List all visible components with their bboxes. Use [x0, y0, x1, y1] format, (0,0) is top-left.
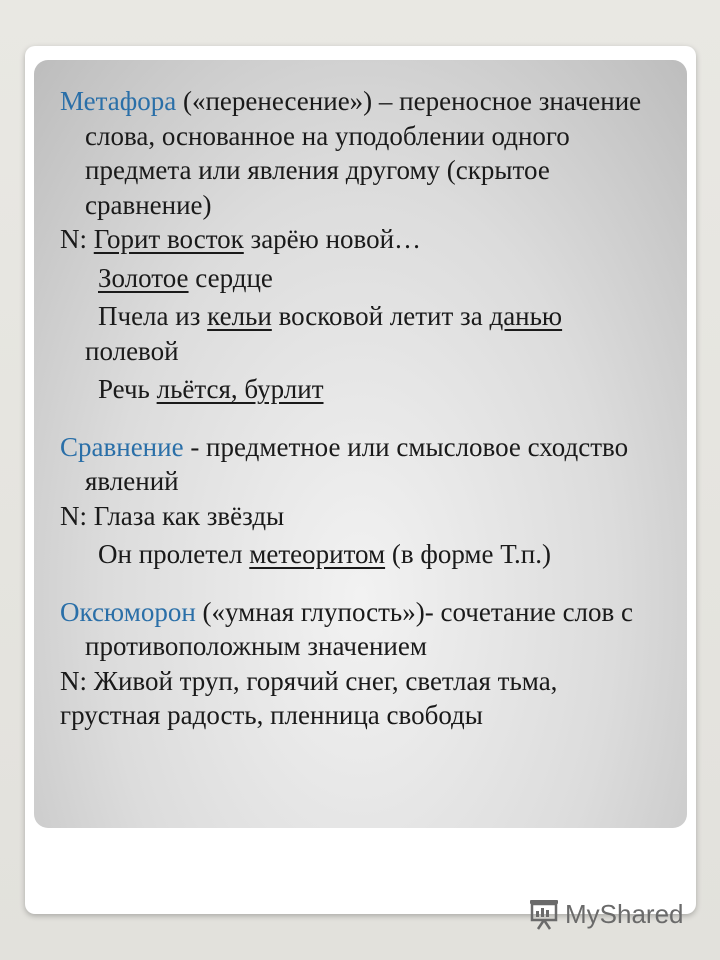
comparison-example-1: N: Глаза как звёзды — [60, 500, 285, 531]
comparison-definition: Сравнение - предметное или смысловое сходство явлений — [60, 431, 629, 496]
comparison-term: Сравнение — [60, 431, 184, 462]
oxymoron-term: Оксюморон — [60, 596, 196, 627]
myshared-watermark[interactable] — [527, 896, 684, 932]
presentation-board-icon — [527, 898, 561, 930]
comparison-example-2: Он пролетел метеоритом (в форме Т.п.) — [98, 539, 551, 569]
oxymoron-definition: Оксюморон («умная глупость»)- сочетание слов с противоположным значением — [60, 596, 634, 661]
metaphor-term: Метафора — [60, 86, 177, 116]
oxymoron-examples-line-1: N: Живой труп, горячий снег, светлая тьма, — [60, 665, 558, 696]
slide-text — [60, 84, 660, 733]
metaphor-example-3: Пчела из кельи восковой летит за данью полевой — [85, 301, 563, 366]
watermark-text: MyShared — [565, 898, 684, 929]
metaphor-example-2: Золотое сердце — [98, 262, 273, 293]
oxymoron-examples-line-2: грустная радость, пленница свободы — [60, 700, 483, 730]
metaphor-example-1: N: Горит восток зарёю новой… — [60, 224, 422, 254]
metaphor-example-4: Речь льётся, бурлит — [98, 374, 324, 404]
metaphor-definition: Метафора («перенесение») – переносное значение слова, основанное на уподоблении одного предмета или явления другому (скрытое сравнение) — [60, 86, 642, 220]
